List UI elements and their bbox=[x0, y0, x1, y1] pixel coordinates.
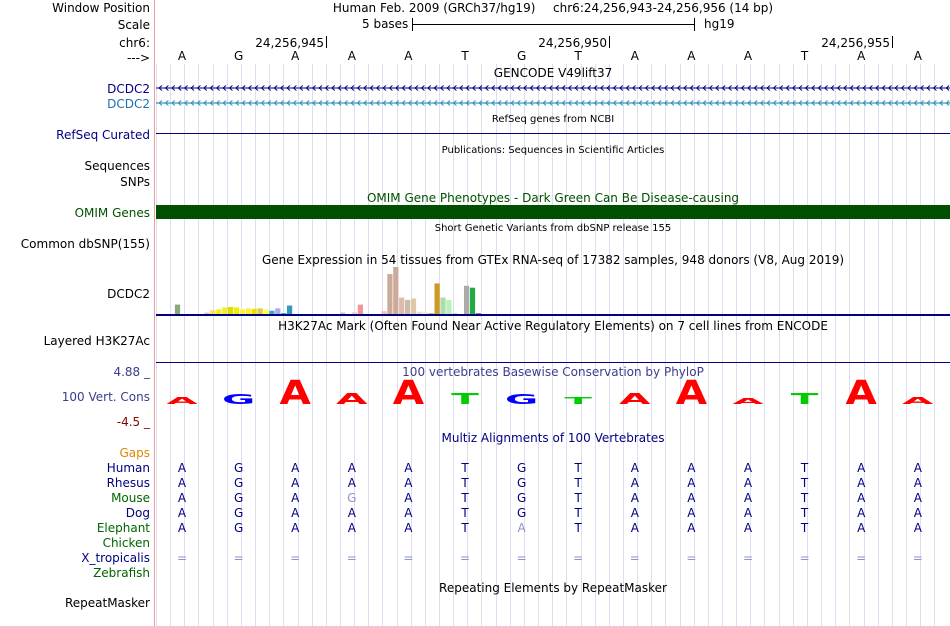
alignment-base: A bbox=[630, 521, 639, 535]
alignment-base: A bbox=[743, 461, 753, 475]
species-label[interactable]: Rhesus bbox=[106, 476, 150, 490]
dcdc2-gencode-label-1[interactable]: DCDC2 bbox=[107, 82, 150, 96]
alignment-base: A bbox=[177, 491, 187, 505]
alignment-base: A bbox=[177, 461, 187, 475]
omim-label[interactable]: OMIM Genes bbox=[74, 206, 150, 220]
alignment-base: A bbox=[347, 506, 356, 520]
track-labels-panel bbox=[0, 0, 155, 626]
h3k27ac-label[interactable]: Layered H3K27Ac bbox=[43, 334, 150, 348]
reference-base: A bbox=[177, 49, 187, 63]
alignment-base: = bbox=[176, 551, 188, 565]
alignment-base: A bbox=[630, 461, 639, 475]
alignment-base: = bbox=[573, 551, 584, 565]
alignment-base: A bbox=[743, 491, 753, 505]
phylop-base-letter: A bbox=[675, 373, 708, 412]
track-image-panel[interactable] bbox=[156, 0, 950, 626]
alignment-base: A bbox=[630, 506, 639, 520]
phylop-base-letter: A bbox=[166, 395, 198, 407]
h3k27ac-title: H3K27Ac Mark (Often Found Near Active Regulatory Elements) on 7 cell lines from ENCODE bbox=[278, 319, 828, 333]
alignment-base: A bbox=[630, 476, 639, 490]
phylop-title: 100 vertebrates Basewise Conservation by PhyloP bbox=[402, 365, 704, 379]
alignment-base: T bbox=[461, 521, 469, 535]
reference-base: A bbox=[291, 49, 300, 63]
species-label[interactable]: Mouse bbox=[111, 491, 150, 505]
alignment-base: A bbox=[743, 521, 753, 535]
species-label[interactable]: Elephant bbox=[96, 521, 150, 535]
phylop-base-letter: G bbox=[221, 392, 256, 408]
alignment-base: = bbox=[516, 551, 527, 565]
phylop-base-letter: A bbox=[392, 373, 425, 412]
alignment-base: T bbox=[800, 461, 809, 475]
dcdc2-gencode-label-2[interactable]: DCDC2 bbox=[107, 97, 150, 111]
alignment-base: = bbox=[403, 551, 414, 565]
phylop-base-letter: G bbox=[504, 392, 539, 408]
strand-label[interactable]: ---> bbox=[126, 51, 150, 65]
scale-label[interactable]: Scale bbox=[117, 18, 150, 32]
alignment-base: A bbox=[913, 521, 922, 535]
alignment-base: = bbox=[459, 551, 471, 565]
alignment-base: A bbox=[404, 476, 413, 490]
reference-base: G bbox=[516, 49, 527, 63]
alignment-base: A bbox=[913, 491, 922, 505]
phylop-min-label: -4.5 _ bbox=[116, 415, 150, 429]
alignment-base: = bbox=[290, 551, 301, 565]
coord-label-1: 24,256,945 bbox=[255, 36, 324, 50]
alignment-base: A bbox=[404, 521, 413, 535]
alignment-base: G bbox=[233, 521, 244, 535]
alignment-base: G bbox=[516, 491, 527, 505]
phylop-base-letter: A bbox=[279, 373, 311, 412]
phylop-base-letter: A bbox=[902, 395, 934, 407]
alignment-base: G bbox=[516, 461, 527, 475]
reference-base: A bbox=[687, 49, 696, 63]
alignment-base: G bbox=[516, 506, 527, 520]
alignment-base: T bbox=[574, 521, 582, 535]
alignment-base: A bbox=[177, 476, 187, 490]
repeatmasker-title: Repeating Elements by RepeatMasker bbox=[439, 581, 667, 595]
phylop-base-letter: T bbox=[451, 390, 479, 408]
gtex-label[interactable]: DCDC2 bbox=[107, 287, 150, 301]
alignment-base: A bbox=[857, 506, 866, 520]
phylop-base-letter: A bbox=[619, 390, 651, 408]
reference-base: A bbox=[857, 49, 866, 63]
phylop-base-letter: A bbox=[845, 373, 877, 412]
repeatmasker-label[interactable]: RepeatMasker bbox=[64, 596, 150, 610]
coord-label-2: 24,256,950 bbox=[538, 36, 607, 50]
phylop-base-letter: A bbox=[336, 390, 368, 408]
phylop-base-letter: T bbox=[564, 395, 593, 407]
alignment-base: = bbox=[629, 551, 640, 565]
species-label[interactable]: Dog bbox=[125, 506, 150, 520]
alignment-base: A bbox=[913, 461, 922, 475]
alignment-base: A bbox=[291, 491, 300, 505]
phylop-chart[interactable] bbox=[156, 0, 950, 626]
scale-text: 5 bases bbox=[362, 17, 409, 31]
alignment-base: = bbox=[686, 551, 697, 565]
snps-label[interactable]: SNPs bbox=[120, 175, 150, 189]
phylop-label[interactable]: 100 Vert. Cons bbox=[61, 390, 150, 404]
dbsnp-label[interactable]: Common dbSNP(155) bbox=[20, 237, 150, 251]
alignment-base: G bbox=[233, 476, 244, 490]
gencode-title: GENCODE V49lift37 bbox=[493, 66, 613, 80]
alignment-base: = bbox=[346, 551, 357, 565]
alignment-base: A bbox=[687, 521, 696, 535]
refseq-title: RefSeq genes from NCBI bbox=[491, 114, 615, 125]
dbsnp-title: Short Genetic Variants from dbSNP release 155 bbox=[434, 223, 672, 234]
reference-base: G bbox=[233, 49, 244, 63]
reference-base: A bbox=[913, 49, 922, 63]
alignment-base: A bbox=[857, 476, 866, 490]
alignment-base: G bbox=[516, 476, 527, 490]
omim-title: OMIM Gene Phenotypes - Dark Green Can Be Disease-causing bbox=[366, 191, 740, 205]
refseq-label[interactable]: RefSeq Curated bbox=[56, 128, 150, 142]
phylop-base-letter: A bbox=[732, 396, 764, 406]
alignment-base: A bbox=[687, 506, 696, 520]
alignment-base: A bbox=[517, 521, 526, 535]
alignment-base: T bbox=[800, 521, 809, 535]
alignment-base: T bbox=[800, 506, 809, 520]
alignment-base: G bbox=[233, 461, 244, 475]
alignment-base: A bbox=[291, 506, 300, 520]
position-text: chr6:24,256,943-24,256,956 (14 bp) bbox=[553, 1, 774, 15]
alignment-base: A bbox=[291, 461, 300, 475]
alignment-base: T bbox=[574, 476, 582, 490]
species-label[interactable]: Chicken bbox=[102, 536, 150, 550]
species-label[interactable]: X_tropicalis bbox=[81, 551, 150, 565]
alignment-base: G bbox=[233, 506, 244, 520]
alignment-base: A bbox=[913, 476, 922, 490]
alignment-base: = bbox=[912, 551, 923, 565]
reference-base: T bbox=[800, 49, 809, 63]
alignment-base: A bbox=[347, 461, 356, 475]
alignment-base: T bbox=[461, 506, 469, 520]
assembly-text: Human Feb. 2009 (GRCh37/hg19) bbox=[332, 1, 536, 15]
phylop-base-letter: T bbox=[790, 390, 819, 408]
alignment-base: A bbox=[630, 491, 639, 505]
alignment-base: A bbox=[857, 461, 866, 475]
phylop-max-label: 4.88 _ bbox=[113, 365, 150, 379]
publications-title: Publications: Sequences in Scientific Articles bbox=[441, 145, 665, 156]
reference-base: T bbox=[574, 49, 582, 63]
alignment-base: A bbox=[687, 491, 696, 505]
alignment-base: T bbox=[461, 491, 469, 505]
alignment-base: = bbox=[233, 551, 244, 565]
alignment-base: A bbox=[857, 521, 866, 535]
alignment-base: A bbox=[687, 476, 696, 490]
reference-base: A bbox=[347, 49, 356, 63]
alignment-base: G bbox=[233, 491, 244, 505]
alignment-base: A bbox=[177, 521, 187, 535]
species-label[interactable]: Zebrafish bbox=[93, 566, 150, 580]
alignment-base: T bbox=[800, 491, 809, 505]
alignment-base: T bbox=[461, 476, 469, 490]
coord-label-3: 24,256,955 bbox=[821, 36, 890, 50]
alignment-base: A bbox=[291, 476, 300, 490]
alignment-base: A bbox=[347, 521, 356, 535]
alignment-base: T bbox=[574, 491, 582, 505]
alignment-base: A bbox=[743, 476, 753, 490]
alignment-base: A bbox=[404, 461, 413, 475]
alignment-base: T bbox=[800, 476, 809, 490]
multiz-title: Multiz Alignments of 100 Vertebrates bbox=[441, 431, 665, 445]
window-position-label[interactable]: Window Position bbox=[52, 1, 150, 15]
alignment-base: A bbox=[687, 461, 696, 475]
reference-base: A bbox=[404, 49, 413, 63]
alignment-base: T bbox=[461, 461, 469, 475]
reference-base: T bbox=[461, 49, 469, 63]
alignment-base: T bbox=[574, 506, 582, 520]
alignment-base: A bbox=[347, 476, 356, 490]
alignment-base: = bbox=[742, 551, 754, 565]
alignment-base: A bbox=[177, 506, 187, 520]
alignment-base: = bbox=[799, 551, 810, 565]
chrom-label[interactable]: chr6: bbox=[119, 36, 150, 50]
species-label[interactable]: Human bbox=[106, 461, 150, 475]
alignment-base: = bbox=[856, 551, 867, 565]
gtex-title: Gene Expression in 54 tissues from GTEx RNA-seq of 17382 samples, 948 donors (V8, Aug 2019) bbox=[261, 253, 845, 267]
gaps-label[interactable]: Gaps bbox=[119, 446, 150, 460]
reference-base: A bbox=[630, 49, 639, 63]
reference-base: A bbox=[743, 49, 753, 63]
alignment-base: A bbox=[404, 506, 413, 520]
sequences-label[interactable]: Sequences bbox=[84, 159, 150, 173]
alignment-base: A bbox=[913, 506, 922, 520]
alignment-base: A bbox=[743, 506, 753, 520]
alignment-base: A bbox=[291, 521, 300, 535]
alignment-base: G bbox=[347, 491, 357, 505]
alignment-base: A bbox=[404, 491, 413, 505]
alignment-base: T bbox=[574, 461, 582, 475]
alignment-base: A bbox=[857, 491, 866, 505]
db-text: hg19 bbox=[704, 17, 735, 31]
